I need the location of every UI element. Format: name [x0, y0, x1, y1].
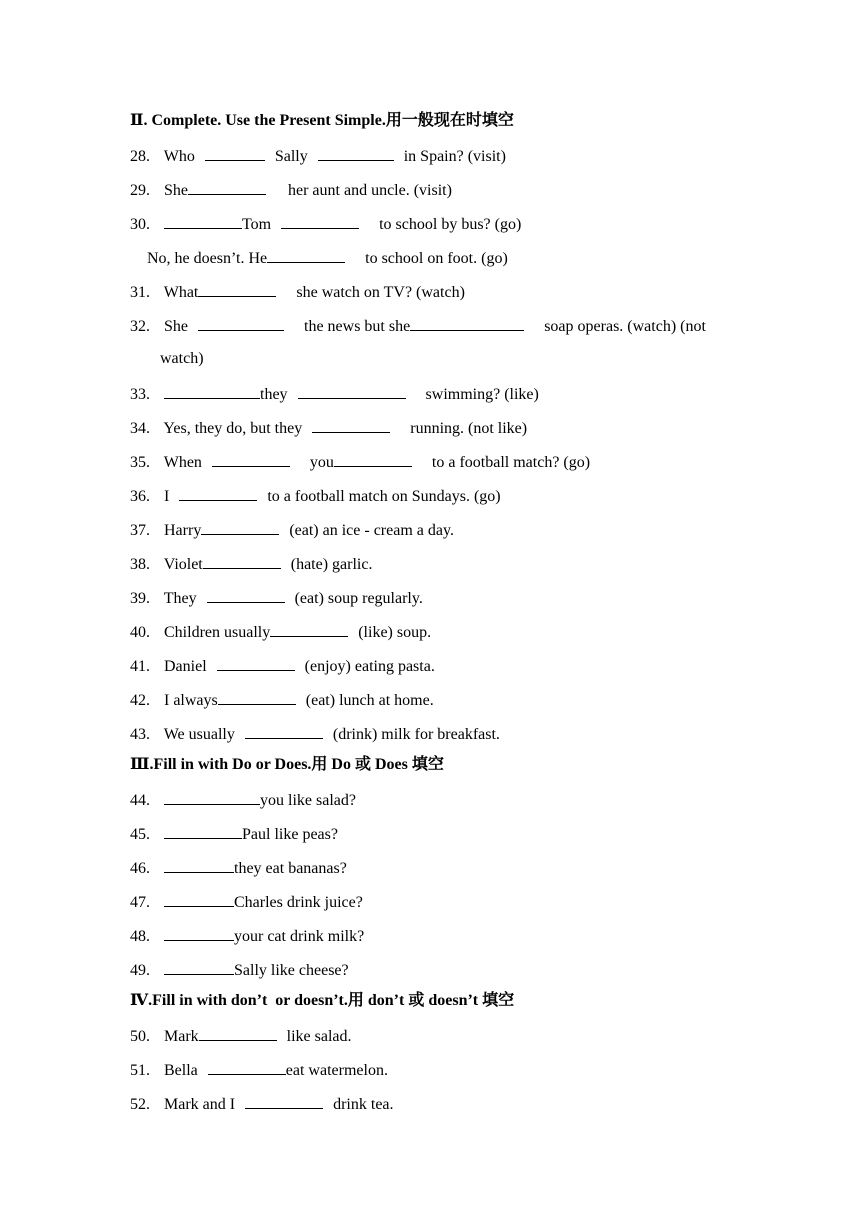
question-45 [130, 820, 750, 846]
section-3-title: Fill in with Do or Does.用 Do 或 Does 填空 [153, 756, 444, 773]
answer-blank[interactable] [199, 1022, 277, 1041]
question-text: to school by bus? (go) [379, 216, 522, 233]
question-text: She [164, 182, 188, 199]
question-37 [130, 516, 750, 542]
question-text: Violet [163, 556, 203, 573]
question-text: They [163, 590, 197, 607]
answer-blank[interactable] [164, 380, 260, 399]
question-text: they eat bananas? [234, 860, 347, 877]
question-40 [130, 618, 750, 644]
question-number: 52. [130, 1096, 150, 1113]
section-2-title: Complete. Use the Present Simple.用一般现在时填空 [151, 112, 514, 129]
question-text: in Spain? (visit) [403, 148, 506, 165]
question-text: Harry [164, 522, 202, 539]
question-number: 32. [130, 318, 150, 335]
question-number: 35. [130, 454, 150, 471]
question-text: Daniel [164, 658, 207, 675]
answer-blank[interactable] [334, 448, 412, 467]
answer-blank[interactable] [198, 312, 284, 331]
question-28 [130, 142, 750, 168]
question-41 [130, 652, 750, 678]
question-number: 50. [130, 1028, 150, 1045]
question-text: her aunt and uncle. (visit) [288, 182, 452, 199]
question-text: watch) [160, 350, 204, 367]
question-text: the news but she [304, 318, 411, 335]
question-text: Mark and I [164, 1096, 236, 1113]
question-text: She [164, 318, 188, 335]
question-47 [130, 888, 750, 914]
question-number: 41. [130, 658, 150, 675]
answer-blank[interactable] [245, 1090, 323, 1109]
question-number: 49. [130, 962, 150, 979]
question-35 [130, 448, 750, 474]
answer-blank[interactable] [312, 414, 390, 433]
answer-blank[interactable] [179, 482, 257, 501]
question-number: 46. [130, 860, 150, 877]
answer-blank[interactable] [164, 922, 234, 941]
question-number: 42. [130, 692, 150, 709]
question-text: to a football match? (go) [431, 454, 591, 471]
question-32 [130, 312, 750, 338]
question-52 [130, 1090, 750, 1116]
section-3-numeral: Ⅲ. [130, 756, 154, 773]
question-text: (drink) milk for breakfast. [332, 726, 500, 743]
question-text: eat watermelon. [285, 1062, 388, 1079]
answer-blank[interactable] [267, 244, 345, 263]
question-text: (hate) garlic. [290, 556, 373, 573]
question-text: (eat) lunch at home. [305, 692, 434, 709]
question-text: they [260, 386, 288, 403]
question-text: (eat) soup regularly. [294, 590, 423, 607]
question-number: 38. [130, 556, 150, 573]
question-text: I always [164, 692, 218, 709]
answer-blank[interactable] [164, 956, 234, 975]
question-number: 43. [130, 726, 150, 743]
question-text: drink tea. [333, 1096, 394, 1113]
answer-blank[interactable] [318, 142, 394, 161]
question-text: What [163, 284, 199, 301]
question-text: Yes, they do, but they [163, 420, 303, 437]
question-text: to school on foot. (go) [365, 250, 508, 267]
answer-blank[interactable] [410, 312, 524, 331]
answer-blank[interactable] [217, 652, 295, 671]
question-number: 47. [130, 894, 150, 911]
question-38 [130, 550, 750, 576]
answer-blank[interactable] [164, 820, 242, 839]
question-text: Paul like peas? [242, 826, 338, 843]
question-number: 31. [130, 284, 150, 301]
question-text: I [164, 488, 170, 505]
question-number: 36. [130, 488, 150, 505]
section-4-title: Fill in with don’t or doesn’t.用 don’t 或 doesn’t 填空 [152, 992, 515, 1009]
question-number: 34. [130, 420, 150, 437]
question-text: she watch on TV? (watch) [296, 284, 465, 301]
question-34 [130, 414, 750, 440]
question-text: Who [163, 148, 195, 165]
question-46 [130, 854, 750, 880]
answer-blank[interactable] [164, 854, 234, 873]
section-3-heading [130, 752, 750, 778]
question-text: Mark [164, 1028, 199, 1045]
question-number: 48. [130, 928, 150, 945]
section-4-numeral: Ⅳ. [130, 992, 153, 1009]
answer-blank[interactable] [245, 720, 323, 739]
question-text: to a football match on Sundays. (go) [267, 488, 501, 505]
question-42 [130, 686, 750, 712]
question-number: 30. [130, 216, 150, 233]
question-number: 29. [130, 182, 150, 199]
question-number: 33. [130, 386, 150, 403]
answer-blank[interactable] [164, 888, 234, 907]
answer-blank[interactable] [203, 550, 281, 569]
question-39 [130, 584, 750, 610]
question-text: soap operas. (watch) (not [544, 318, 706, 335]
question-text: Sally [274, 148, 308, 165]
question-number: 37. [130, 522, 150, 539]
answer-blank[interactable] [201, 516, 279, 535]
question-text: running. (not like) [410, 420, 528, 437]
answer-blank[interactable] [270, 618, 348, 637]
question-text: Children usually [164, 624, 271, 641]
answer-blank[interactable] [205, 142, 265, 161]
question-text: you like salad? [260, 792, 356, 809]
question-36 [130, 482, 750, 508]
question-text: (eat) an ice - cream a day. [289, 522, 454, 539]
answer-blank[interactable] [298, 380, 406, 399]
answer-blank[interactable] [207, 584, 285, 603]
question-number: 39. [130, 590, 150, 607]
question-43 [130, 720, 750, 746]
question-50 [130, 1022, 750, 1048]
question-text: We usually [163, 726, 235, 743]
question-text: Charles drink juice? [234, 894, 363, 911]
answer-blank[interactable] [164, 210, 242, 229]
question-text: (enjoy) eating pasta. [304, 658, 435, 675]
answer-blank[interactable] [281, 210, 359, 229]
question-text: like salad. [286, 1028, 352, 1045]
question-number: 45. [130, 826, 150, 843]
question-text: Sally like cheese? [234, 962, 349, 979]
question-51 [130, 1056, 750, 1082]
question-32-continuation [160, 346, 750, 372]
question-text: you [309, 454, 334, 471]
question-number: 44. [130, 792, 150, 809]
question-text: your cat drink milk? [234, 928, 365, 945]
question-text: When [163, 454, 202, 471]
answer-blank[interactable] [218, 686, 296, 705]
answer-blank[interactable] [212, 448, 290, 467]
section-2-numeral: Ⅱ. [130, 112, 152, 129]
question-number: 28. [130, 148, 150, 165]
question-31 [130, 278, 750, 304]
question-49 [130, 956, 750, 982]
question-number: 51. [130, 1062, 150, 1079]
question-text: (like) soup. [358, 624, 432, 641]
answer-blank[interactable] [188, 176, 266, 195]
question-text: swimming? (like) [425, 386, 539, 403]
question-30 [130, 210, 750, 236]
question-30-answer-line [147, 244, 750, 270]
section-4-heading [130, 988, 750, 1014]
question-text: No, he doesn’t. He [147, 250, 268, 267]
question-44 [130, 786, 750, 812]
question-number: 40. [130, 624, 150, 641]
section-2-heading [130, 108, 750, 134]
answer-blank[interactable] [198, 278, 276, 297]
question-33 [130, 380, 750, 406]
question-29 [130, 176, 750, 202]
answer-blank[interactable] [208, 1056, 286, 1075]
answer-blank[interactable] [164, 786, 260, 805]
question-text: Tom [242, 216, 272, 233]
question-48 [130, 922, 750, 948]
question-text: Bella [164, 1062, 198, 1079]
